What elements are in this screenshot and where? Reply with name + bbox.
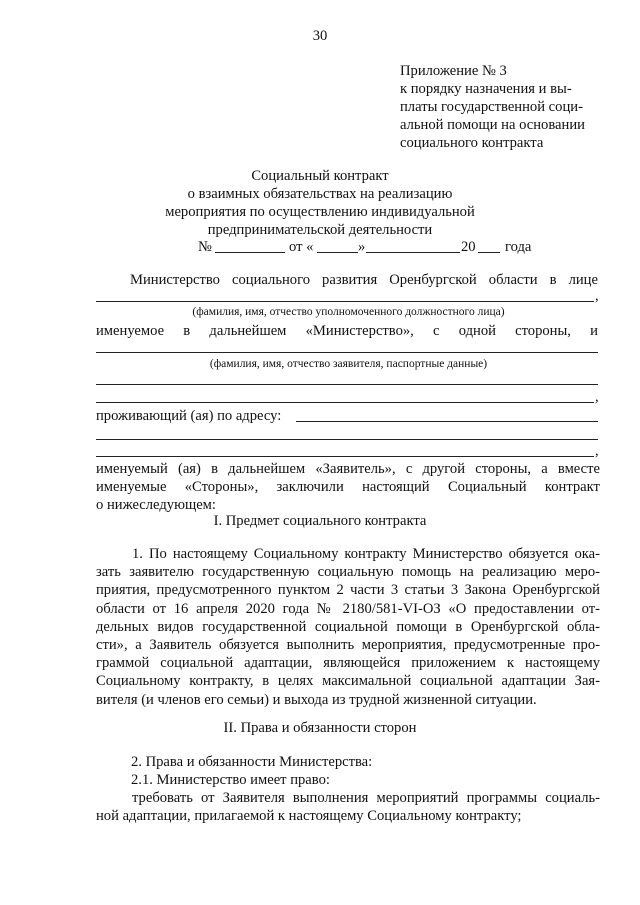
paragraph-line: вителя (и членов его семьи) и выхода из трудной жизненной ситуации. [96, 691, 537, 708]
appendix-line: социального контракта [400, 135, 544, 151]
quote-close: » [358, 239, 366, 255]
applicant-data-field[interactable] [96, 402, 594, 403]
word: заключили [276, 479, 344, 495]
day-field[interactable] [317, 252, 358, 253]
word: Оренбургской [389, 272, 477, 288]
word: именуемый [96, 461, 168, 477]
title-line: предпринимательской деятельности [207, 222, 433, 238]
word: и [590, 323, 598, 339]
word: вместе [557, 461, 600, 477]
word: одной [458, 323, 496, 339]
date-from-label: от « [289, 239, 314, 255]
intro-line-1 [130, 271, 598, 289]
address-field[interactable] [96, 439, 598, 440]
word: в [549, 272, 557, 288]
section2-paragraph [96, 789, 600, 825]
paragraph-line: дельных видов государственной социальной помощи в Оренбургской обла- [96, 618, 600, 635]
word: с [405, 461, 413, 477]
item-2-1: 2.1. Министерство имеет право: [131, 772, 330, 788]
word: с [433, 323, 440, 339]
intro-line-4 [96, 478, 600, 496]
year-prefix: 20 [461, 239, 476, 255]
word: именуемое [96, 323, 165, 339]
appendix-line: к порядку назначения и вы- [400, 81, 572, 97]
appendix-line: Приложение № 3 [400, 63, 507, 79]
word: а [541, 461, 548, 477]
address-field[interactable] [96, 456, 594, 457]
word: «Заявитель», [315, 461, 396, 477]
contract-title [150, 167, 490, 239]
paragraph-line: Социальному контракту, в целях максимальной социальной адаптации Зая- [96, 673, 600, 690]
word: социального [232, 272, 310, 288]
comma: , [595, 443, 599, 459]
contract-number-field[interactable] [215, 252, 285, 253]
word: «Министерство», [305, 323, 414, 339]
year-field[interactable] [478, 252, 500, 253]
intro-line-3 [96, 460, 600, 478]
caption-official: (фамилия, имя, отчество уполномоченного должностного лица) [192, 306, 505, 318]
word: области [488, 272, 538, 288]
paragraph-line: приятия, предусмотренного пунктом 2 части 3 статьи 3 Закона Оренбургской [96, 582, 600, 599]
word: развития [322, 272, 378, 288]
word: другой [422, 461, 466, 477]
month-field[interactable] [366, 252, 460, 253]
word: в [211, 461, 218, 477]
word: дальнейшем [209, 323, 287, 339]
item-2: 2. Права и обязанности Министерства: [131, 754, 373, 770]
applicant-data-field[interactable] [96, 384, 598, 385]
title-line: о взаимных обязательствах на реализацию [187, 186, 453, 202]
paragraph-line: сти», а Заявитель обязуется выполнить мероприятия, предусмотренные про- [96, 637, 600, 654]
section-heading: I. Предмет социального контракта [213, 513, 427, 529]
appendix-block [400, 62, 585, 152]
word: «Стороны», [184, 479, 259, 495]
section-heading: II. Права и обязанности сторон [223, 720, 417, 736]
word: именуемые [96, 479, 167, 495]
address-field[interactable] [296, 421, 598, 422]
word: стороны, [475, 461, 532, 477]
paragraph-line: граммой социальной адаптации, являющейся приложением к настоящему [96, 655, 600, 672]
title-line: мероприятия по осуществлению индивидуальной [165, 204, 475, 220]
paragraph-line: области от 16 апреля 2020 года № 2180/581-VI-ОЗ «О предоставлении от- [96, 600, 600, 617]
paragraph-line: ной адаптации, прилагаемой к настоящему Социальному контракту; [96, 808, 522, 825]
number-label: № [198, 239, 212, 255]
year-suffix: года [505, 239, 532, 255]
paragraph-line: зать заявителю государственную социальную помощь на реализацию меро- [96, 564, 600, 581]
word: в [183, 323, 191, 339]
word: настоящий [362, 479, 430, 495]
intro-line-5: о нижеследующем: [96, 497, 216, 513]
residing-label: проживающий (ая) по адресу: [96, 408, 282, 424]
page-number: 30 [312, 28, 328, 44]
word: Социальный [447, 479, 527, 495]
word: Министерство [130, 272, 220, 288]
paragraph-line: требовать от Заявителя выполнения мероприятий программы социаль- [132, 790, 600, 806]
comma: , [595, 288, 599, 304]
paragraph-line: 1. По настоящему Социальному контракту Министерство обязуется ока- [132, 546, 600, 562]
title-line: Социальный контракт [251, 168, 389, 184]
word: (ая) [177, 461, 201, 477]
applicant-name-field[interactable] [96, 352, 598, 353]
word: стороны, [515, 323, 571, 339]
official-name-field[interactable] [96, 301, 594, 302]
word: контракт [544, 479, 600, 495]
intro-line-2 [96, 322, 598, 340]
section1-paragraph [96, 545, 600, 709]
appendix-line: платы государственной соци- [400, 99, 583, 115]
caption-applicant: (фамилия, имя, отчество заявителя, паспортные данные) [209, 358, 488, 370]
comma: , [595, 389, 599, 405]
word: лице [568, 272, 598, 288]
appendix-line: альной помощи на основании [400, 117, 585, 133]
word: дальнейшем [228, 461, 306, 477]
